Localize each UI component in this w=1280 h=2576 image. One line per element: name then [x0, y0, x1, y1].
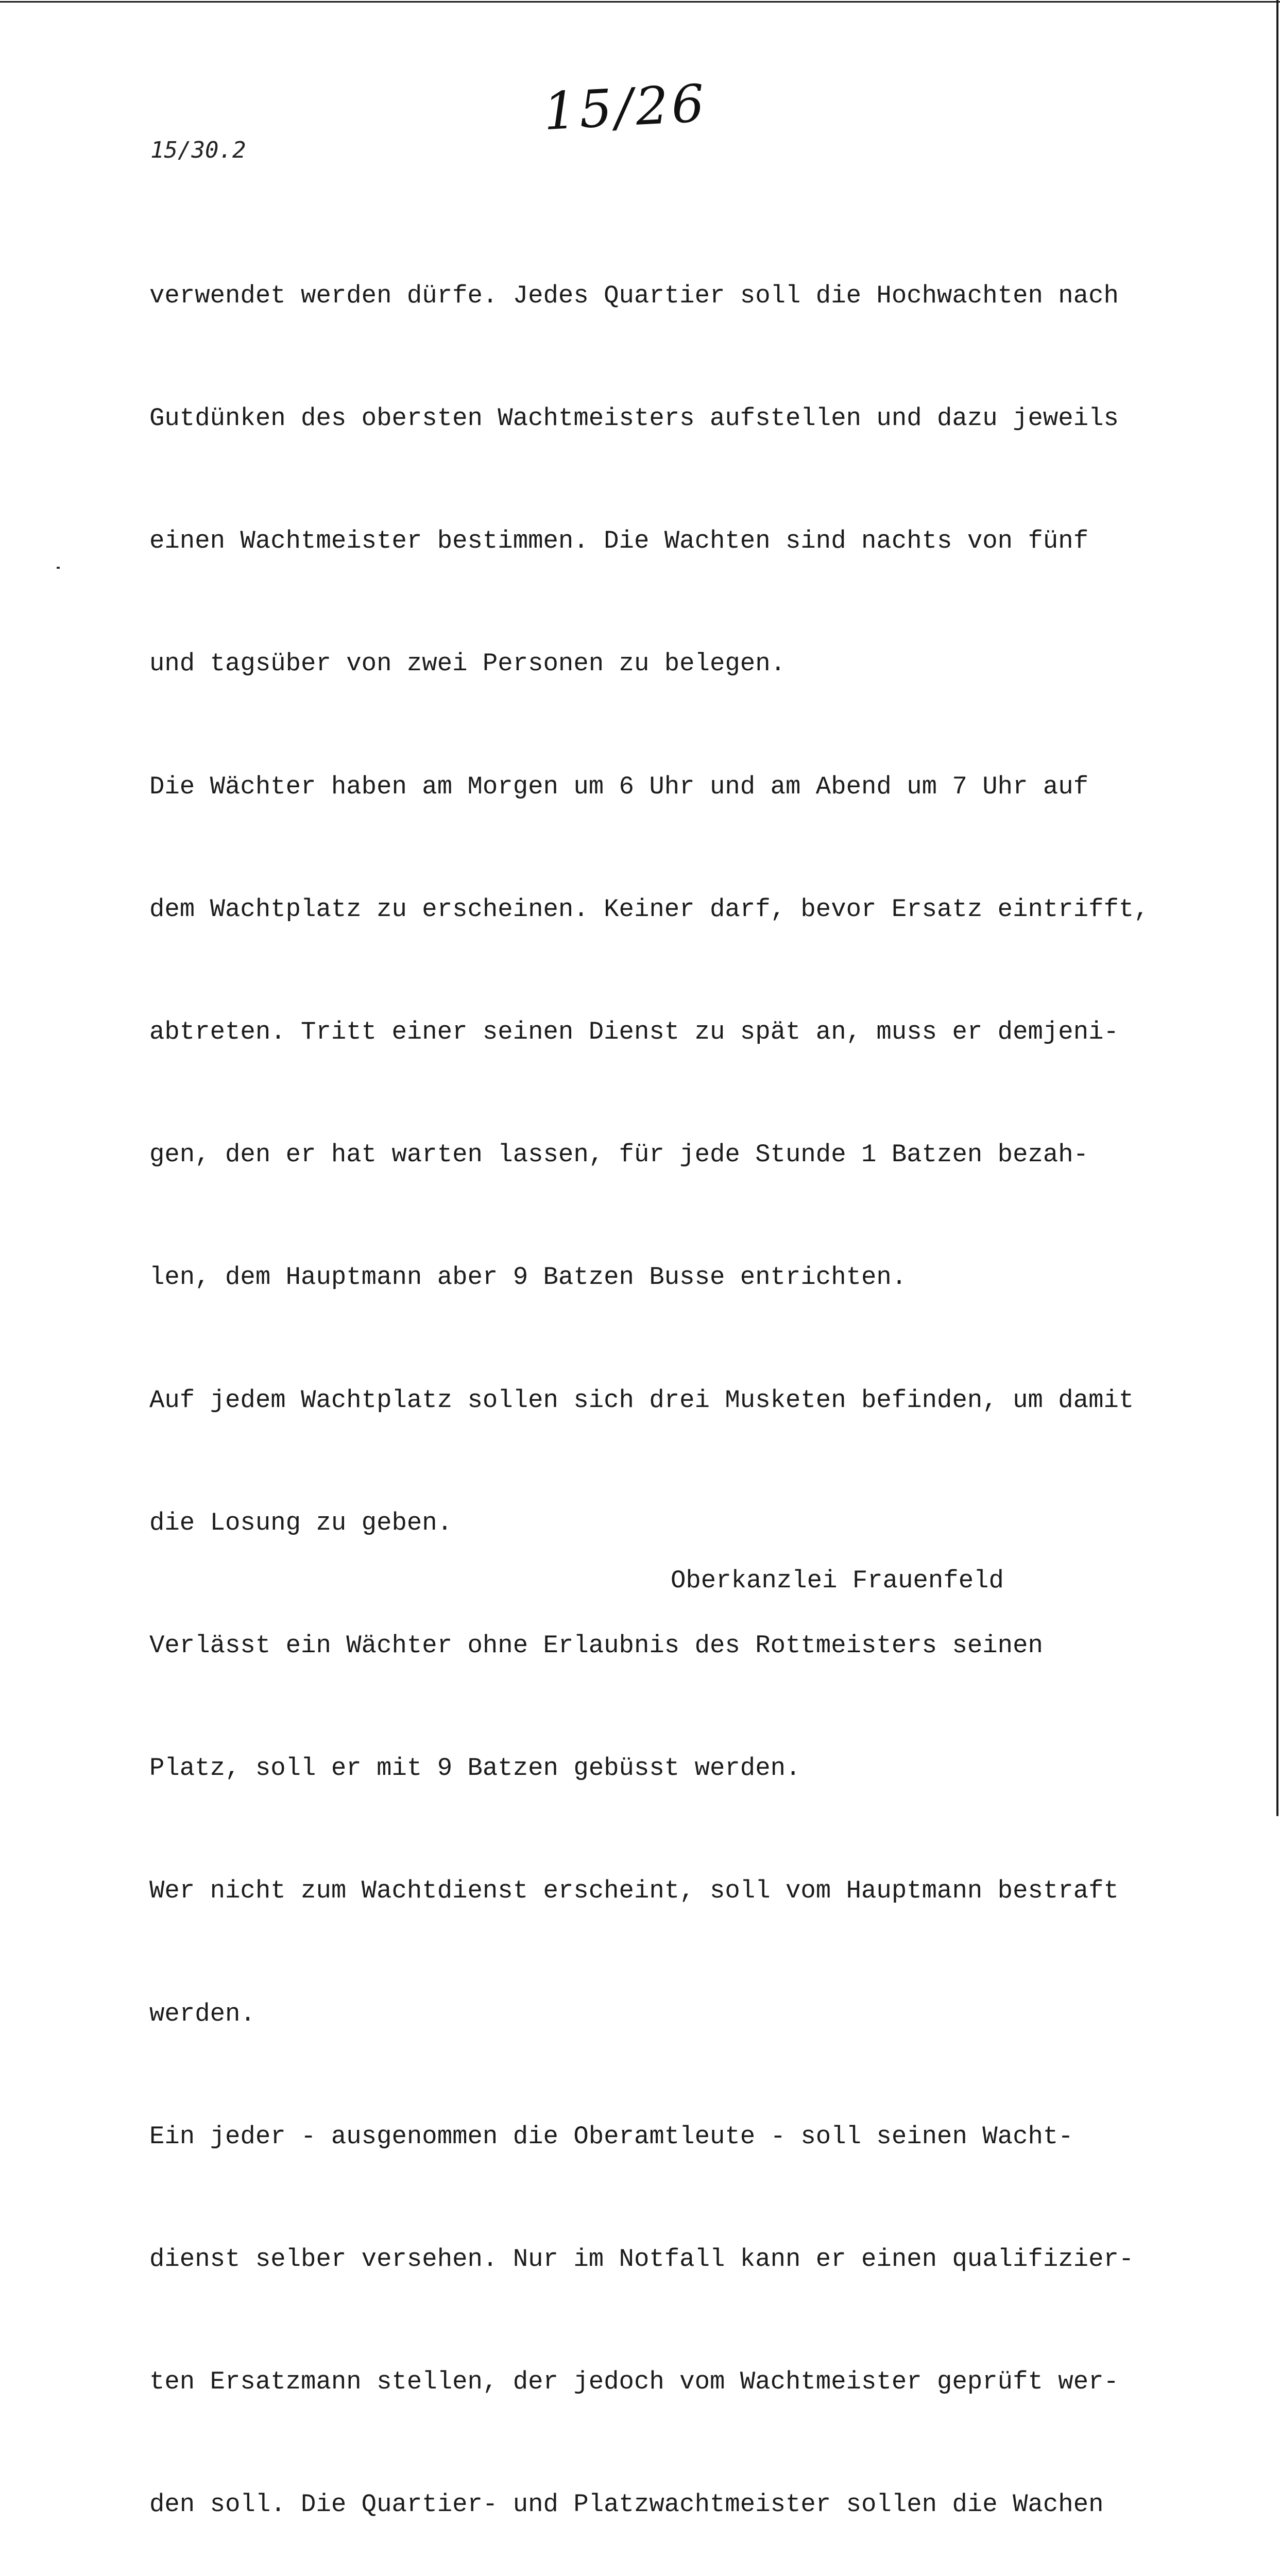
text-line: len, dem Hauptmann aber 9 Batzen Busse entrichten.	[149, 1263, 907, 1292]
text-line: gen, den er hat warten lassen, für jede Stunde 1 Batzen bezah-	[149, 1140, 1089, 1170]
handwritten-page-number: 15/26	[542, 73, 709, 142]
scan-speck	[57, 567, 60, 569]
signature: Oberkanzlei Frauenfeld	[671, 1566, 1004, 1595]
text-line: Verlässt ein Wächter ohne Erlaubnis des Rottmeisters seinen	[149, 1631, 1043, 1660]
text-line: den soll. Die Quartier- und Platzwachtmeister sollen die Wachen	[149, 2490, 1104, 2519]
text-line: die Losung zu geben.	[149, 1508, 453, 1537]
text-line: verwendet werden dürfe. Jedes Quartier soll die Hochwachten nach	[149, 281, 1119, 310]
text-line: ten Ersatzmann stellen, der jedoch vom Wachtmeister geprüft wer-	[149, 2367, 1119, 2397]
document-reference: 15/30.2	[150, 137, 246, 163]
text-line: Platz, soll er mit 9 Batzen gebüsst werden.	[149, 1754, 801, 1783]
text-line: einen Wachtmeister bestimmen. Die Wachten sind nachts von fünf	[149, 527, 1089, 556]
text-line: Ein jeder - ausgenommen die Oberamtleute - soll seinen Wacht-	[149, 2122, 1073, 2151]
text-line: dem Wachtplatz zu erscheinen. Keiner darf, bevor Ersatz eintrifft,	[149, 894, 1149, 924]
body-text	[149, 194, 1149, 2576]
text-line: Auf jedem Wachtplatz sollen sich drei Musketen befinden, um damit	[149, 1385, 1134, 1415]
text-line: Die Wächter haben am Morgen um 6 Uhr und am Abend um 7 Uhr auf	[149, 772, 1089, 801]
text-line: dienst selber versehen. Nur im Notfall kann er einen qualifizier-	[149, 2245, 1134, 2274]
text-line: abtreten. Tritt einer seinen Dienst zu spät an, muss er demjeni-	[149, 1018, 1119, 1047]
scan-edge-top	[0, 1, 1280, 3]
scan-edge-right	[1276, 0, 1278, 1816]
text-line: und tagsüber von zwei Personen zu belegen.	[149, 649, 786, 679]
text-line: Gutdünken des obersten Wachtmeisters aufstellen und dazu jeweils	[149, 404, 1119, 433]
text-line: Wer nicht zum Wachtdienst erscheint, soll vom Hauptmann bestraft	[149, 1876, 1119, 1906]
text-line: werden.	[149, 1999, 255, 2028]
